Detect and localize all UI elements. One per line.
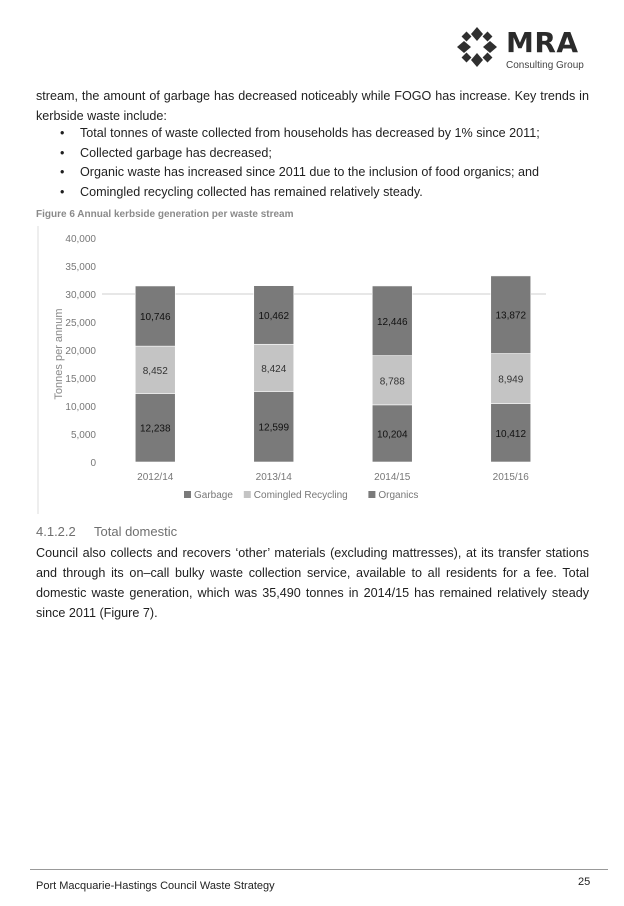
legend-swatch xyxy=(184,491,191,498)
data-label: 10,204 xyxy=(376,429,408,441)
data-label: 8,424 xyxy=(261,363,287,375)
list-item xyxy=(60,144,590,164)
y-tick-label: 10,000 xyxy=(65,402,96,413)
y-tick-label: 20,000 xyxy=(65,346,96,357)
mra-logo xyxy=(454,24,594,74)
list-item-text: Total tonnes of waste collected from households has decreased by 1% since 2011; xyxy=(80,126,540,140)
key-trends-list xyxy=(60,124,590,202)
legend-swatch xyxy=(244,491,251,498)
section-number: 4.1.2.2 xyxy=(36,524,76,539)
data-label: 12,446 xyxy=(376,316,408,328)
intro-paragraph: stream, the amount of garbage has decreased noticeably while FOGO has increase. Key trends in kerbside waste include: xyxy=(36,89,589,123)
data-label: 8,452 xyxy=(142,365,168,377)
legend-label: Organics xyxy=(378,490,419,501)
kerbside-chart xyxy=(36,226,589,516)
data-label: 10,412 xyxy=(495,428,527,440)
y-tick-label: 40,000 xyxy=(65,234,96,245)
footer-divider xyxy=(30,869,608,870)
logo-subtitle: Consulting Group xyxy=(506,60,584,71)
bullet-icon: • xyxy=(60,165,65,179)
data-label: 8,788 xyxy=(379,376,405,388)
logo-name: MRA xyxy=(506,26,579,59)
section-title: Total domestic xyxy=(94,524,178,539)
legend-label: Garbage xyxy=(194,490,233,501)
page-number: 25 xyxy=(578,876,591,888)
list-item-text: Comingled recycling collected has remained relatively steady. xyxy=(80,184,423,199)
y-tick-label: 15,000 xyxy=(65,374,96,385)
legend-label: Comingled Recycling xyxy=(253,490,348,501)
data-label: 12,238 xyxy=(139,423,171,435)
list-item xyxy=(60,124,590,144)
bullet-icon: • xyxy=(60,126,65,140)
y-tick-label: 25,000 xyxy=(65,318,96,329)
figure-caption: Figure 6 Annual kerbside generation per waste stream xyxy=(36,209,294,220)
x-tick-label: 2014/15 xyxy=(374,472,411,483)
data-label: 12,599 xyxy=(258,422,290,434)
bullet-icon: • xyxy=(60,184,65,199)
legend-swatch xyxy=(368,491,375,498)
y-tick-label: 5,000 xyxy=(70,430,96,441)
data-label: 10,746 xyxy=(139,312,171,324)
list-item-text: Organic waste has increased since 2011 due to the inclusion of food organics; and xyxy=(80,165,540,179)
data-label: 8,949 xyxy=(498,374,524,386)
y-tick-label: 30,000 xyxy=(65,290,96,301)
chart-svg xyxy=(36,226,589,516)
section-heading xyxy=(36,524,177,539)
x-tick-label: 2013/14 xyxy=(255,472,292,483)
list-item xyxy=(60,183,590,203)
y-tick-label: 35,000 xyxy=(65,262,96,273)
list-item-text: Collected garbage has decreased; xyxy=(80,145,272,160)
x-tick-label: 2015/16 xyxy=(492,472,529,483)
mra-emblem-icon xyxy=(454,24,500,70)
y-tick-label: 0 xyxy=(90,458,96,469)
footer-title: Port Macquarie-Hastings Council Waste Strategy xyxy=(36,880,275,892)
list-item xyxy=(60,163,590,183)
data-label: 10,462 xyxy=(258,310,290,322)
bullet-icon: • xyxy=(60,145,65,160)
section-paragraph: Council also collects and recovers ‘other’ materials (excluding mattresses), at its transfer stations and through its on–call bulky waste collection service, available to all residents for a fee. Total domestic waste generation, which was 35,490 tonnes in 2014/15 has remained relatively steady since 2011 (Figure 7). xyxy=(36,546,589,620)
data-label: 13,872 xyxy=(495,310,527,322)
x-tick-label: 2012/14 xyxy=(137,472,174,483)
y-axis-label: Tonnes per annum xyxy=(53,308,65,400)
